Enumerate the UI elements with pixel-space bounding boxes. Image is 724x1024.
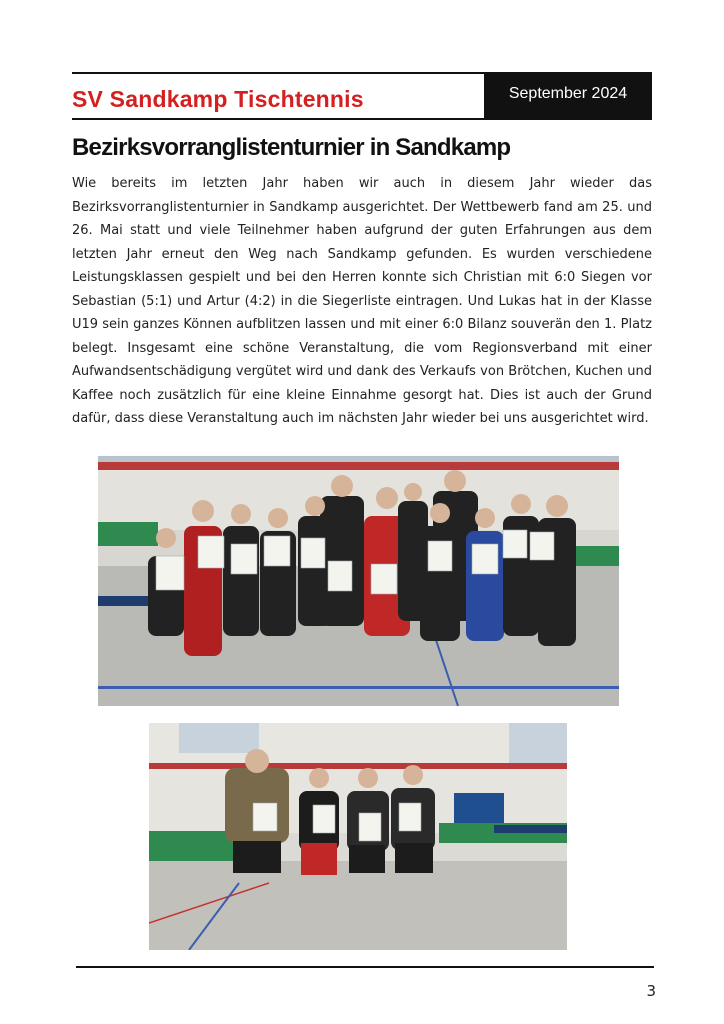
mens-winners-photo-image: [149, 723, 567, 950]
header-top-rule: [72, 72, 484, 74]
issue-date: September 2024: [508, 85, 628, 102]
page-number: 3: [646, 982, 656, 1000]
footer-rule: [76, 966, 654, 968]
issue-date-badge: [484, 72, 652, 120]
youth-group-photo-image: [98, 456, 619, 706]
article-title: Bezirksvorranglistenturnier in Sandkamp: [72, 134, 511, 161]
club-title: SV Sandkamp Tischtennis: [72, 86, 364, 112]
article-body: Wie bereits im letzten Jahr haben wir auch in diesem Jahr wieder das Bezirksvorranglistenturnier in Sandkamp ausgerichtet. Der Wettbewerb fand am 25. und 26. Mai statt und viele Teilnehmer haben aufgrund der guten Erfahrungen aus dem letzten Jahr erneut den Weg nach Sandkamp gefunden. Es wurden verschiedene Leistungsklassen gespielt und bei den Herren konnte sich Christian mit 6:0 Siegen vor Sebastian (5:1) und Artur (4:2) in die Siegerliste eintragen. Und Lukas hat in der Klasse U19 sein ganzes Können aufblitzen lassen und mit einer 6:0 Bilanz souverän den 1. Platz belegt. Insgesamt eine schöne Veranstaltung, die vom Regionsverband mit einer Aufwandsentschädigung vergütet wird und dank des Verkaufs von Brötchen, Kuchen und Kaffee noch zusätzlich für eine kleine Einnahme gesorgt hat. Dies ist auch der Grund dafür, dass diese Veranstaltung auch im nächsten Jahr wieder bei uns ausgerichtet wird.: [72, 176, 652, 426]
page-header: [72, 72, 652, 120]
mens-winners-photo: [149, 723, 567, 950]
youth-group-photo: [98, 456, 619, 706]
